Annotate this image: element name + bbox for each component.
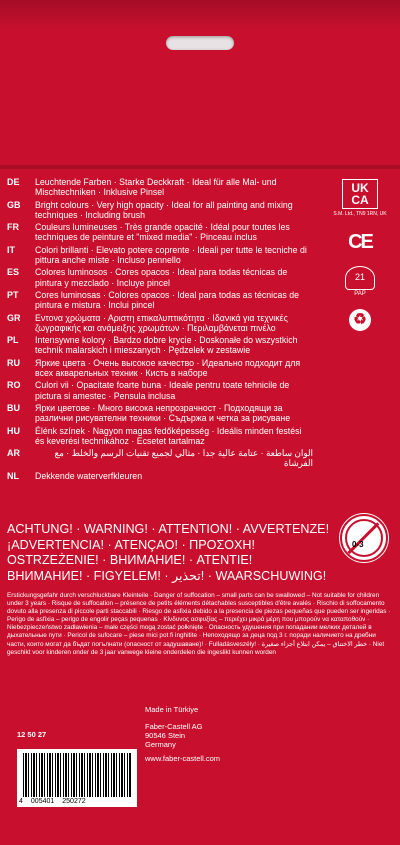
language-row-gb: [7, 200, 313, 220]
language-code: AR: [7, 448, 20, 459]
barcode-digit: 005401: [30, 798, 55, 805]
language-code: NL: [7, 470, 19, 481]
warning-block: [7, 522, 330, 584]
article-number: 12 50 27: [17, 730, 47, 739]
language-text: Εντονα χρώματα · Αριστη επικαλυπτικότητα · Ιδανικά για τεχνικές ζωγραφικής και ανάμειξης χρωμάτων · Περιλαμβάνεται πινέλο: [35, 312, 288, 333]
language-text: Culori vii · Opacitate foarte buna · Ideale pentru toate tehnicile de pictura si amestec · Pensula inclusa: [35, 380, 290, 401]
certification-icons: [330, 179, 390, 331]
language-row-de: [7, 177, 313, 197]
choking-hazard-text: Erstickungsgefahr durch verschluckbare Kleinteile · Danger of suffocation – small parts can be swallowed – Not suitable for children under 3 years · Risque de suffocation – présence de petits éléments détachables susceptibles d'être avalés · Rischio di soffocamento dovuto alla presenza di piccole parti staccabili · Riesgo de asfixia debido a la presencia de piezas pequeñas que pueden ser ingeridas · Perigo de asfixia – perigo de engolir peças pequenas · Κίνδυνος ασφυξίας – περιέχει μικρά μέρη που μπορούν να καταποθούν · Niebezpieczeństwo zadławienia – małe części mogą zostać połknięte · Опасность удушения при попадании мелких деталей в дыхательные пути · Pericol de sufocare – piese mici pot fi inghitite · Непоходящо за деца под 3 г. поради наличието на дребни части, които могат да бъдат погълнати (опасност от задушаване)! · Fulladásveszély! · خطر الاختناق – يمكن ابتلاع أجزاء صغيرة · Niet geschikt voor kinderen onder de 3 jaar vanwege kleine onderdelen die ingeslikt kunnen worden: [7, 592, 391, 656]
language-text: Яркие цвета · Очень высокое качество · Идеально подходит для всех акварельных техник · Кисть в наборе: [35, 357, 301, 378]
hanger-hole: [166, 36, 234, 50]
website-url: www.faber-castell.com: [145, 754, 221, 763]
language-text: Bright colours · Very high opacity · Ideal for all painting and mixing techniques · Including brush: [35, 199, 293, 220]
language-code: DE: [7, 177, 20, 187]
pap-label: PAP: [354, 291, 366, 297]
language-code: GR: [7, 312, 21, 323]
language-text: Colores luminosos · Cores opacos · Ideal para todas técnicas de pintura y mezclado · Incluye pincel: [35, 267, 288, 288]
language-row-it: [7, 245, 313, 265]
language-code: HU: [7, 425, 20, 436]
language-row-hu: [7, 426, 313, 446]
language-row-ru: [7, 358, 313, 378]
language-text: Élénk színek · Nagyon magas fedőképesség · Ideális minden festési és keverési technikához · Ecsetet tartalmaz: [35, 425, 302, 446]
hanger-shade: [0, 0, 400, 30]
company-country: Germany: [145, 740, 176, 749]
company-name: Faber-Castell AG: [145, 722, 203, 731]
language-code: IT: [7, 244, 15, 255]
language-text: Leuchtende Farben · Starke Deckkraft · Ideal für alle Mal- und Mischtechniken · Inklusive Pinsel: [35, 177, 277, 198]
age-label: 0-3: [352, 540, 364, 549]
age-warning-icon: [340, 514, 388, 562]
barcode-numbers: [19, 798, 86, 805]
language-code: PT: [7, 289, 19, 300]
product-footer: [0, 694, 400, 845]
language-code: GB: [7, 199, 21, 210]
language-text: Colori brillanti · Elevato potere coprente · Ideali per tutte le tecniche di pittura anche miste · Incluso pennello: [35, 244, 307, 265]
ce-mark-icon: CE: [348, 231, 372, 253]
language-code: ES: [7, 267, 20, 278]
language-text: Dekkende waterverfkleuren: [35, 470, 143, 481]
warning-line: OSTRZEŻENIE! · ВНИМАНИЕ! · ATENTIE!: [7, 553, 253, 567]
language-list: [7, 177, 313, 484]
language-row-ro: [7, 380, 313, 400]
language-row-pl: [7, 335, 313, 355]
language-row-bu: [7, 403, 313, 423]
language-row-pt: [7, 290, 313, 310]
language-row-gr: [7, 313, 313, 333]
language-text: Intensywne kolory · Bardzo dobre krycie · Doskonałe do wszystkich technik malarskich i mieszanych · Pędzelek w zestawie: [35, 335, 298, 356]
made-in-label: Made in Türkiye: [145, 705, 199, 714]
language-text: Cores luminosas · Colores opacos · Ideal para todas as técnicas de pintura e mistura · Inclui pincel: [35, 289, 300, 311]
recycle-icon: ♻: [349, 309, 371, 331]
language-row-es: [7, 267, 313, 287]
pap-number: 21: [345, 266, 375, 290]
language-row-nl: [7, 471, 313, 482]
ukca-address: S.M. Ltd., TN9 1RN, UK: [333, 211, 387, 217]
language-code: BU: [7, 402, 20, 413]
ukca-mark-icon: UK CA: [342, 179, 378, 209]
language-text: Couleurs lumineuses · Très grande opacité · Idéal pour toutes les techniques de peinture et "mixed media" · Pinceau inclus: [35, 222, 290, 243]
barcode: [17, 749, 137, 807]
info-panel: [0, 169, 400, 845]
barcode-digit: 4: [19, 798, 23, 805]
warning-line: ВНИМАНИЕ! · FIGYELEM! · تحذير! · WAARSCHUWING!: [7, 568, 327, 583]
language-code: PL: [7, 335, 19, 346]
language-text: Ярки цветове · Много висока непрозрачност · Подходящи за различни рисувателни техники · Съдържа и четка за рисуване: [35, 402, 291, 424]
pap-recycling-icon: [345, 266, 375, 297]
barcode-digit: 250272: [62, 798, 86, 805]
barcode-bars: [23, 753, 131, 797]
language-row-fr: [7, 222, 313, 242]
language-text: الوان ساطعة · عتامة عالية جدا · مثالي لجميع تقنيات الرسم والخلط · مع الفرشاة: [54, 448, 313, 469]
manufacturer-address: [145, 722, 203, 749]
company-city: 90546 Stein: [145, 731, 186, 740]
language-code: RO: [7, 380, 21, 391]
language-row-ar: [7, 448, 313, 468]
hanger-tab: [0, 0, 400, 165]
warning-line: ¡ADVERTENCIA! · ATENÇAO! · ΠΡΟΣΟΧΗ!: [7, 537, 256, 552]
warning-line: ACHTUNG! · WARNING! · ATTENTION! · AVVERTENZE!: [7, 522, 330, 536]
language-code: RU: [7, 357, 20, 368]
language-code: FR: [7, 222, 19, 233]
